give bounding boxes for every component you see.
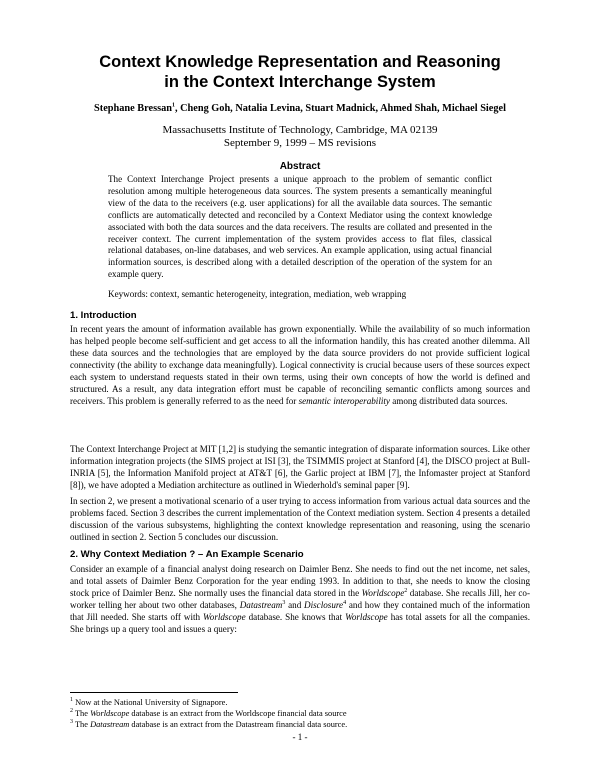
abstract-text: The Context Interchange Project presents a unique approach to the problem of semantic conflict resolution among multiple heterogeneous data sources. The system presents a semantically meaningful view of the data to the receivers (e.g. user applications) for all the available data sources. The semantic conflicts are automatically detected and reconciled by a Context Mediator using the context knowledge associated with both the data sources and the data receivers. The results are collated and presented in the receiver context. The current implementation of the system provides access to flat files, classical relational databases, on-line databases, and web services. An example application, using actual financial information sources, is described along with a detailed description of the operation of the system for an example query. bbox=[108, 174, 492, 280]
footnote-2-text-a: The bbox=[73, 709, 91, 718]
s2-emphasis-2: Datastream bbox=[239, 600, 283, 610]
s2-footnote-mark-4: 4 bbox=[343, 599, 347, 606]
s1-p1-text-end: among distributed data sources. bbox=[389, 396, 508, 406]
s1-p1-text: In recent years the amount of information available has grown exponentially. While the availability of so much information has helped people become self-sufficient and get access to all the information handily, this has created another dilemma. All these data sources and the technologies that are employed by the data source providers do not provide sufficient logical connectivity (the ability to exchange data meaningfully). Logical connectivity is crucial because users of these sources expect each system to understand requests stated in their own terms, using their own concepts of how the world is defined and structured. As a result, any data integration effort must be capable of reconciling semantic conflicts among sources and receivers. This problem is generally referred to as the need for bbox=[70, 324, 530, 406]
footnote-2-number: 2 bbox=[70, 708, 73, 715]
section-2-heading: 2. Why Context Mediation ? – An Example Scenario bbox=[70, 549, 304, 560]
s2-emphasis-4: Worldscope bbox=[203, 612, 246, 622]
author-rest: , Cheng Goh, Natalia Levina, Stuart Madnick, Ahmed Shah, Michael Siegel bbox=[174, 103, 506, 114]
s2-emphasis-1: Worldscope bbox=[361, 588, 405, 598]
section-1-paragraph-2: The Context Interchange Project at MIT [1,2] is studying the semantic integration of disparate information sources. Like other information integration projects (the SIMS project at ISI [3], the TSIMMIS project at Stanford [4], the DISCO project at Bull-INRIA [5], the Information Manifold project at AT&T [6], the Garlic project at IBM [7], the Infomaster project at Stanford [8]), we have adopted a Mediation architecture as outlined in Wiederhold's seminal paper [9]. bbox=[70, 444, 530, 490]
footnote-3-number: 3 bbox=[70, 719, 73, 726]
footnote-2 bbox=[70, 709, 530, 719]
footnote-1-text: Now at the National University of Signapore. bbox=[73, 698, 228, 707]
title-line-1: Context Knowledge Representation and Reasoning bbox=[99, 53, 501, 71]
affiliation-block bbox=[60, 124, 540, 150]
section-2-paragraph-1 bbox=[70, 563, 530, 635]
title-line-2: in the Context Interchange System bbox=[164, 73, 436, 91]
footnote-1 bbox=[70, 698, 530, 708]
author-first: Stephane Bressan bbox=[94, 103, 172, 114]
footnote-3 bbox=[70, 720, 530, 730]
footnote-3-text-b: database is an extract from the Datastream financial data source. bbox=[129, 720, 348, 729]
s2-text-3: and bbox=[285, 600, 305, 610]
section-1-paragraph-1 bbox=[70, 323, 530, 407]
s2-emphasis-5: Worldscope bbox=[345, 612, 388, 622]
keywords: Keywords: context, semantic heterogeneity, integration, mediation, web wrapping bbox=[108, 289, 407, 299]
author-footnote-mark: 1 bbox=[171, 102, 175, 109]
footnote-2-emphasis: Worldscope bbox=[90, 709, 130, 718]
s1-p1-emphasis: semantic interoperability bbox=[298, 396, 390, 406]
s2-footnote-mark-3: 3 bbox=[282, 599, 286, 606]
s2-text-6: has total assets for all the companies. She brings up a query tool and issues a query: bbox=[70, 612, 530, 634]
section-1-paragraph-3: In section 2, we present a motivational scenario of a user trying to access information from various actual data sources and the problems faced. Section 3 describes the current implementation of the Context mediation system. Section 4 presents a detailed discussion of the various subsystems, highlighting the context knowledge representation and reasoning, using the scenario outlined in section 2. Section 5 concludes our discussion. bbox=[70, 496, 530, 542]
s2-footnote-mark-2: 2 bbox=[404, 587, 408, 594]
abstract-heading: Abstract bbox=[279, 161, 321, 172]
footnote-1-number: 1 bbox=[70, 697, 73, 704]
s2-text-4: and how they contained much of the information that Jill needed. She starts off with bbox=[70, 600, 530, 622]
footnote-3-emphasis: Datastream bbox=[90, 720, 130, 729]
s2-text-2: database. She recalls Jill, her co-worker telling her about two other databases, bbox=[70, 588, 530, 610]
page-number: - 1 - bbox=[292, 732, 308, 742]
s2-emphasis-3: Disclosure bbox=[304, 600, 344, 610]
paper-title bbox=[60, 52, 540, 92]
footnote-2-text-b: database is an extract from the Worldscope financial data source bbox=[129, 709, 347, 718]
footnote-3-text-a: The bbox=[73, 720, 91, 729]
s2-text-1: Consider an example of a financial analyst doing research on Daimler Benz. She needs to find out the net income, net sales, and total assets of Daimler Benz Corporation for the year ending 1993. In addition to that, she needs to know the closing stock price of Daimler Benz. She normally uses the financial data stored in the bbox=[70, 564, 530, 598]
affiliation: Massachusetts Institute of Technology, Cambridge, MA 02139 bbox=[162, 124, 438, 136]
revision-date: September 9, 1999 – MS revisions bbox=[223, 137, 377, 149]
footnote-rule bbox=[70, 692, 238, 693]
section-1-heading: 1. Introduction bbox=[70, 310, 137, 321]
author-list bbox=[40, 102, 560, 115]
s2-text-5: database. She knows that bbox=[245, 612, 346, 622]
